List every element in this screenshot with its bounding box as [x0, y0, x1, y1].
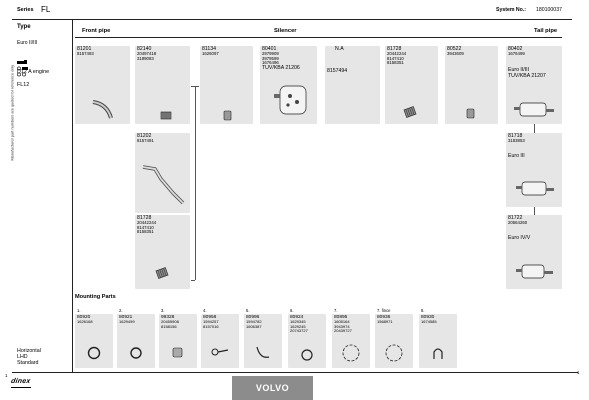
part-refs: 3943609: [447, 51, 464, 57]
long-pipe-icon: [139, 163, 187, 209]
part-card-81722[interactable]: [506, 215, 562, 289]
pipe-clamp-icon: [222, 110, 234, 122]
front-pipe-heading: Front pipe: [82, 28, 111, 34]
tail-silencer-icon: [512, 98, 558, 122]
part-code: 82140: [137, 46, 152, 52]
mounting-part-7-fince[interactable]: [375, 308, 413, 368]
part-code: 81718: [508, 133, 523, 139]
band-clamp-icon: [383, 342, 405, 364]
part-code: 81202: [137, 133, 152, 139]
part-code: 80401: [262, 46, 277, 52]
part-refs: 20455908 8158156: [161, 319, 179, 329]
mounting-number: 4.: [203, 308, 207, 313]
part-code: 80958: [203, 315, 217, 320]
mounting-part-3[interactable]: [159, 308, 197, 368]
part-refs: 1594257 8157016: [203, 319, 219, 329]
hanger-bracket-icon: [209, 344, 231, 360]
part-code: 81201: [77, 46, 92, 52]
part-code: 81728: [137, 215, 152, 221]
mounting-number: 6.: [290, 308, 294, 313]
page-number-right: 1: [577, 370, 580, 375]
connector-line: [191, 280, 195, 281]
part-card-81201[interactable]: [75, 46, 130, 124]
pipe-clamp-icon: [465, 108, 477, 120]
mounting-number: 8.: [421, 308, 425, 313]
clamp-ring-icon: [86, 345, 102, 361]
part-refs: 20497418 3189083: [137, 51, 157, 61]
part-refs: 1568971: [377, 319, 393, 325]
mounting-number: 2.: [119, 308, 123, 313]
emission-text: Euro IV/V: [508, 235, 531, 241]
tail-silencer-icon: [512, 259, 558, 285]
series-label: Series: [17, 7, 34, 13]
part-card-81728-top[interactable]: [385, 46, 438, 124]
mounting-number: 5.: [246, 308, 250, 313]
footer-line-3: Standard: [17, 360, 39, 366]
part-code: 80402: [508, 46, 523, 52]
mounting-part-1[interactable]: [75, 308, 113, 368]
part-card-80401[interactable]: [260, 46, 317, 124]
part-code: 80920: [77, 315, 91, 320]
part-code: 80996: [246, 315, 260, 320]
mounting-part-5[interactable]: [244, 308, 282, 368]
part-refs: 1605164 3943974 20439727: [334, 319, 352, 334]
part-card-82140[interactable]: [135, 46, 190, 124]
engine-label: D12 A engine: [17, 69, 50, 75]
model-label: FL12: [17, 82, 30, 88]
mounting-part-6[interactable]: [288, 308, 326, 368]
emission-text: Euro III: [508, 153, 525, 159]
type-heading: Type: [17, 24, 31, 30]
connector-line: [195, 86, 196, 280]
part-refs: 2979909 3979599 1676496: [262, 51, 279, 66]
approval-text: Euro II/III TUV/KBA 21207: [508, 67, 546, 79]
tail-silencer-icon: [512, 177, 558, 201]
flex-pipe-icon: [403, 106, 419, 120]
system-value: 180100037: [536, 7, 562, 13]
reference-note: Manufacturer part numbers are quoted for reference only: [10, 64, 15, 161]
left-panel-divider: [72, 19, 73, 372]
system-label: System No.:: [496, 7, 526, 13]
series-value: FL: [41, 4, 51, 14]
part-code: 80936: [377, 315, 391, 320]
clamp-ring-icon: [299, 347, 315, 363]
mounting-number: 1.: [77, 308, 81, 313]
mounting-number: 3.: [161, 308, 165, 313]
part-code: 81722: [508, 215, 523, 221]
part-code: 80921: [119, 315, 133, 320]
part-refs: 1629499: [119, 319, 135, 325]
mounting-part-4[interactable]: [201, 308, 239, 368]
approval-text: TUV/KBA 21206: [262, 65, 300, 71]
mounting-part-2[interactable]: [117, 308, 155, 368]
tail-pipe-heading: Tail pipe: [534, 28, 558, 34]
part-card-80522[interactable]: [445, 46, 498, 124]
part-card-81728-bottom[interactable]: [135, 215, 190, 289]
part-card-80402[interactable]: [506, 46, 562, 124]
flex-pipe-icon: [155, 267, 171, 281]
front-pipe-elbow-icon: [89, 98, 119, 122]
part-card-na[interactable]: [325, 46, 380, 124]
header-divider: [12, 19, 572, 20]
footer-divider: [12, 372, 578, 373]
part-code: 80522: [447, 46, 462, 52]
part-refs: 20442244 8147410 8158351: [137, 220, 157, 235]
part-card-81134[interactable]: [200, 46, 253, 124]
mounting-parts-heading: Mounting Parts: [75, 294, 116, 300]
part-code: 81728: [387, 46, 402, 52]
part-refs: 8157491: [137, 138, 154, 144]
part-extra: 8157494: [327, 68, 348, 74]
mounting-part-8[interactable]: [419, 308, 457, 368]
connector-line: [534, 207, 535, 215]
footer-line-2: LHD: [17, 354, 28, 360]
part-refs: 1676499: [508, 51, 525, 57]
dinex-logo: dinex: [11, 379, 33, 389]
mounting-part-7[interactable]: [332, 308, 370, 368]
u-bolt-icon: [431, 345, 445, 361]
part-refs: 20564260: [508, 220, 528, 226]
part-code: N.A: [335, 46, 344, 52]
part-refs: 20442244 8147410 8158351: [387, 51, 407, 66]
part-refs: 1626097: [202, 51, 219, 57]
footer-line-1: Horizontal: [17, 348, 41, 354]
sleeve-icon: [171, 346, 185, 360]
silencer-icon: [272, 80, 312, 120]
brand-name: VOLVO: [255, 383, 290, 393]
part-refs: 1594782 1606387: [246, 319, 262, 329]
part-code: 81134: [202, 46, 217, 52]
part-refs: 1674585: [421, 319, 437, 325]
mounting-number: 7. fince: [377, 308, 391, 313]
flex-pipe-icon: [159, 110, 175, 122]
band-clamp-icon: [340, 342, 362, 364]
section-divider: [75, 37, 562, 38]
strap-icon: [254, 343, 272, 361]
part-code: 80924: [290, 315, 304, 320]
part-code: 80930: [421, 315, 435, 320]
clamp-ring-icon: [128, 345, 144, 361]
part-code: 80895: [334, 315, 348, 320]
part-card-81202[interactable]: [135, 133, 190, 213]
part-code: 99328: [161, 315, 175, 320]
silencer-heading: Silencer: [274, 28, 297, 34]
connector-line: [191, 86, 199, 87]
part-refs: 8157493: [77, 51, 94, 57]
part-refs: 1626168: [77, 319, 93, 325]
part-refs: 3183853: [508, 138, 525, 144]
part-card-81718[interactable]: [506, 133, 562, 207]
mounting-number: 7.: [334, 308, 338, 313]
emission-label: Euro II/III: [17, 40, 38, 46]
part-refs: 1629345 1629245 20743727: [290, 319, 308, 334]
page-number-left: 1: [5, 373, 8, 378]
